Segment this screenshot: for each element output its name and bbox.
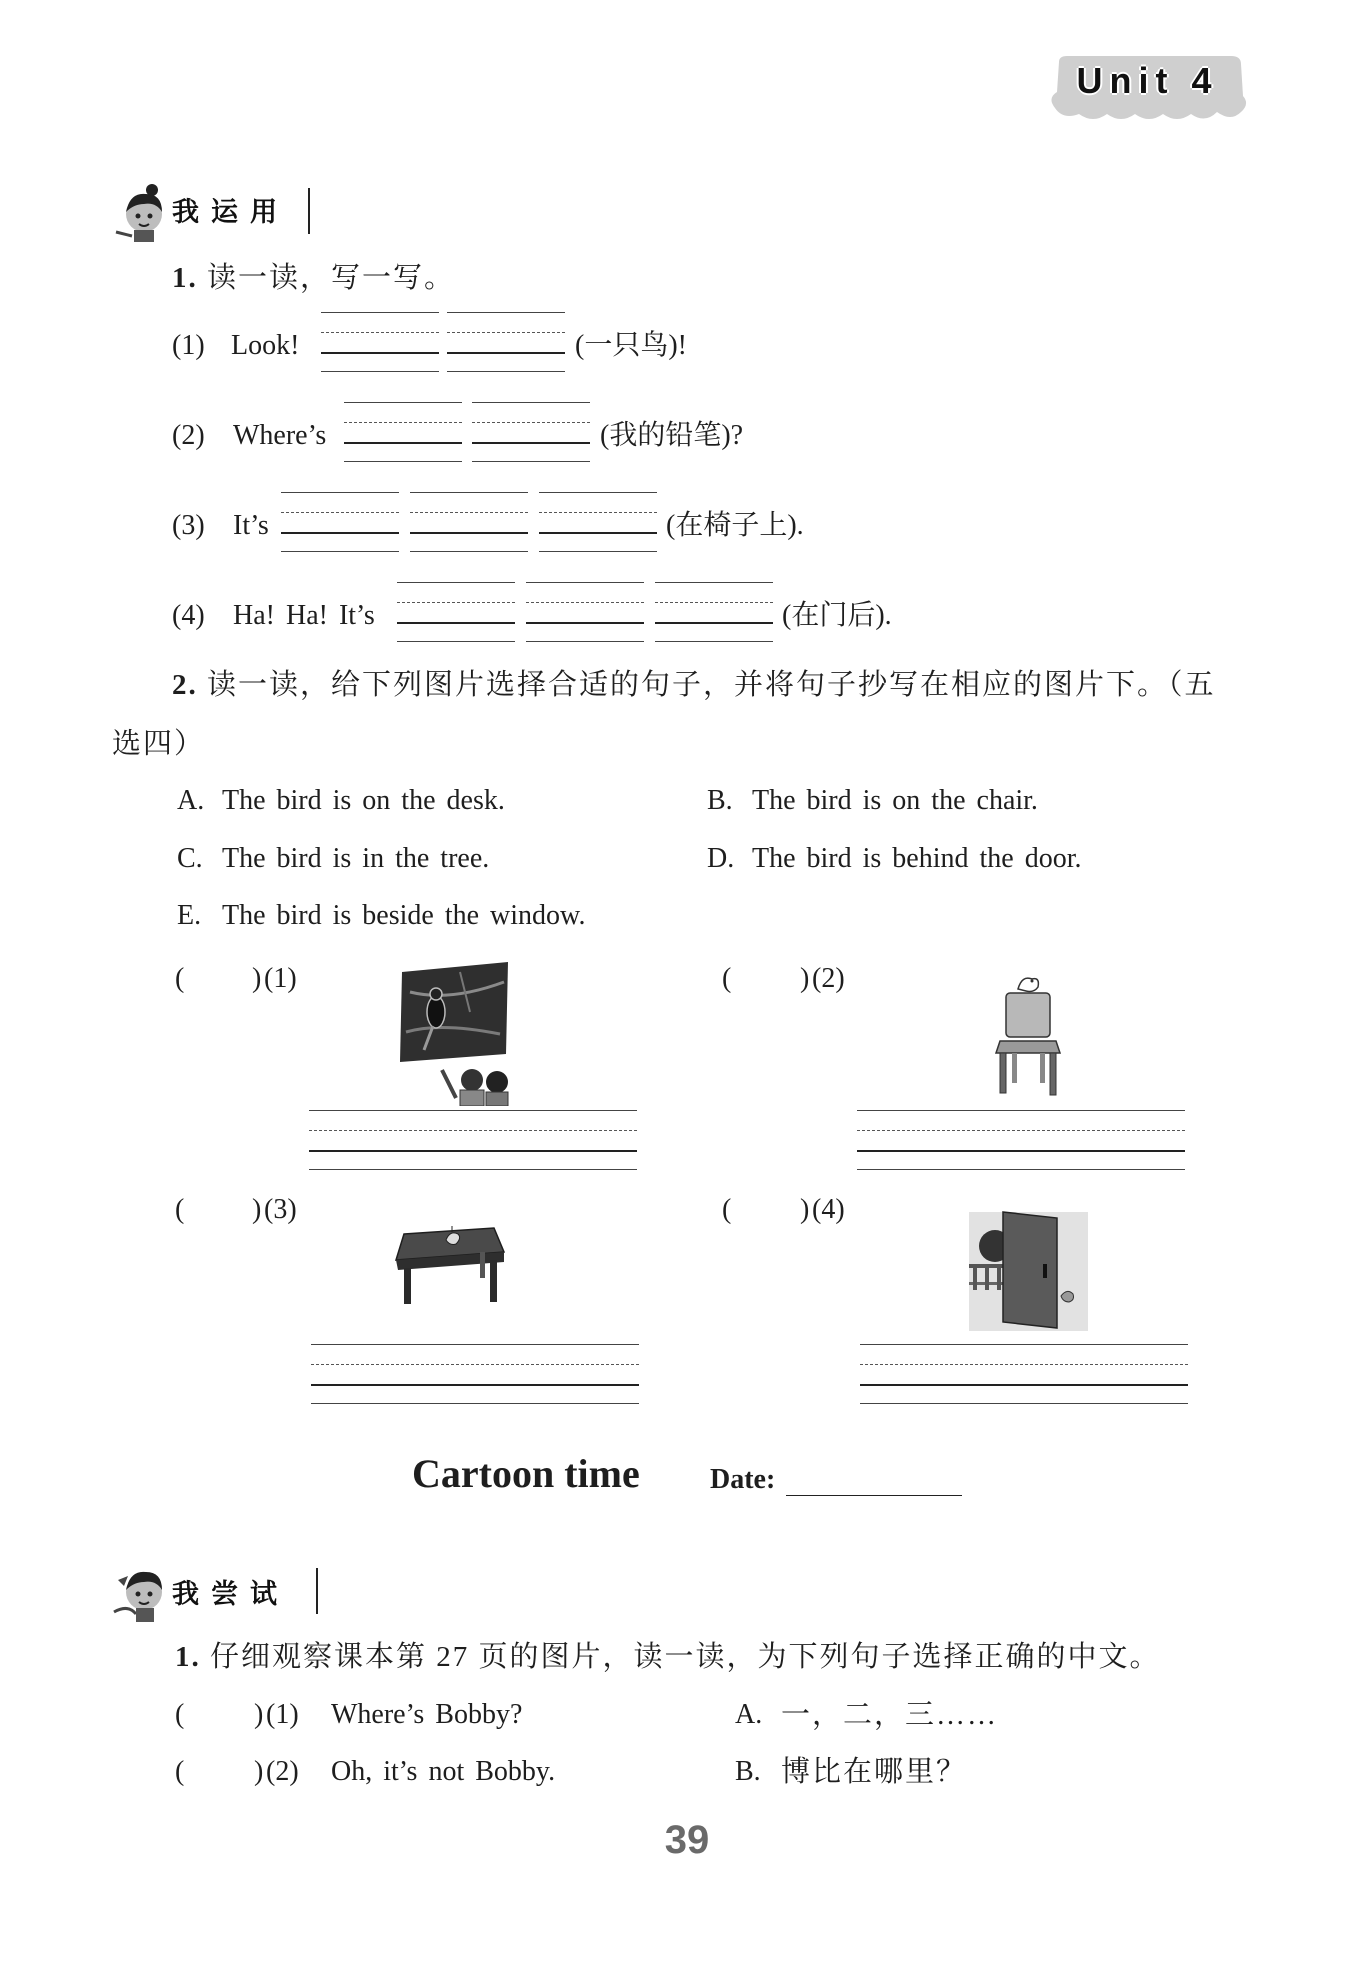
writing-blank[interactable] (526, 582, 644, 642)
option-text: The bird is behind the door. (752, 843, 1082, 874)
instruction-text: 读一读，给下列图片选择合适的句子，并将句子抄写在相应的图片下。（五 (207, 669, 1216, 701)
item-prefix: Look! (231, 330, 300, 361)
option-text: The bird is on the chair. (752, 785, 1038, 816)
unit-title: Unit 4 (1076, 60, 1219, 101)
option-text: The bird is on the desk. (222, 785, 505, 816)
item-prefix: It’s (233, 510, 269, 541)
answer-box[interactable] (746, 962, 796, 996)
writing-blank[interactable] (447, 312, 565, 372)
answer-bracket-close: ) (254, 1756, 264, 1787)
girl-mascot-icon (112, 1564, 172, 1624)
exercise-match-instruction (172, 668, 1216, 702)
answer-bracket-open: ( (175, 1699, 185, 1730)
option-text: 博比在哪里？ (781, 1756, 968, 1788)
write-item-3 (0, 492, 1350, 552)
sentence-writing-lines[interactable] (309, 1110, 637, 1170)
question-label: (1) (266, 1699, 299, 1730)
answer-bracket-open: ( (722, 1194, 732, 1225)
answer-bracket-open: ( (175, 1756, 185, 1787)
option-letter: B. (707, 785, 733, 816)
item-prefix: Where’s (233, 420, 327, 451)
write-item-1 (0, 312, 1350, 372)
answer-bracket-open: ( (175, 1194, 185, 1225)
question-text: Oh, it’s not Bobby. (331, 1756, 556, 1787)
answer-bracket-open: ( (175, 963, 185, 994)
writing-blank[interactable] (410, 492, 528, 552)
item-hint: (在门后). (782, 600, 892, 631)
sentence-writing-lines[interactable] (857, 1110, 1185, 1170)
option-letter: E. (177, 900, 202, 931)
write-item-4 (0, 582, 1350, 642)
exercise-number: 1. (175, 1641, 201, 1673)
exercise-number: 1. (172, 262, 198, 294)
section-header-use (112, 184, 332, 244)
answer-bracket-close: ) (800, 1194, 810, 1225)
bird-in-tree-image (400, 962, 512, 1106)
writing-blank[interactable] (397, 582, 515, 642)
instruction-text: 读一读，写一写。 (207, 262, 456, 294)
instruction-text: 仔细观察课本第 27 页的图片，读一读，为下列句子选择正确的中文。 (210, 1641, 1161, 1673)
answer-box[interactable] (200, 1698, 250, 1732)
unit-badge (1045, 52, 1250, 124)
answer-box[interactable] (200, 1193, 248, 1227)
option-letter: C. (177, 843, 203, 874)
answer-box[interactable] (746, 1193, 796, 1227)
option-letter: A. (177, 785, 205, 816)
section-divider (308, 188, 310, 234)
write-item-2 (0, 402, 1350, 462)
page-number: 39 (664, 1818, 710, 1862)
bird-on-chair-image (994, 969, 1062, 1100)
exercise-write-instruction (172, 261, 455, 295)
instruction-text-continued: 选四） (112, 728, 206, 760)
item-label: (4) (172, 600, 205, 631)
picture-label: (2) (812, 963, 845, 994)
writing-blank[interactable] (655, 582, 773, 642)
item-hint: (一只鸟)! (575, 330, 687, 361)
exercise-number: 2. (172, 669, 198, 701)
writing-blank[interactable] (281, 492, 399, 552)
writing-blank[interactable] (321, 312, 439, 372)
answer-bracket-close: ) (800, 963, 810, 994)
option-letter: A. (735, 1699, 763, 1730)
writing-blank[interactable] (472, 402, 590, 462)
date-label: Date: (710, 1464, 776, 1495)
picture-label: (1) (264, 963, 297, 994)
item-hint: (在椅子上). (666, 510, 804, 541)
answer-box[interactable] (200, 1755, 250, 1789)
bird-near-door-image (969, 1210, 1088, 1331)
girl-mascot-icon (112, 184, 172, 244)
section-title: 我运用 (172, 197, 289, 227)
option-letter: D. (707, 843, 735, 874)
item-label: (2) (172, 420, 205, 451)
writing-blank[interactable] (344, 402, 462, 462)
answer-bracket-open: ( (722, 963, 732, 994)
option-text: The bird is beside the window. (222, 900, 586, 931)
item-prefix: Ha! Ha! It’s (233, 600, 375, 631)
option-text: The bird is in the tree. (222, 843, 490, 874)
answer-bracket-close: ) (252, 963, 262, 994)
item-label: (1) (172, 330, 205, 361)
section-title: 我尝试 (172, 1579, 289, 1609)
question-label: (2) (266, 1756, 299, 1787)
section-divider (316, 1568, 318, 1614)
exercise-translate-instruction (175, 1640, 1161, 1674)
answer-bracket-close: ) (254, 1699, 264, 1730)
question-text: Where’s Bobby? (331, 1699, 523, 1730)
picture-label: (3) (264, 1194, 297, 1225)
answer-bracket-close: ) (252, 1194, 262, 1225)
sentence-writing-lines[interactable] (311, 1344, 639, 1404)
date-input-line[interactable] (786, 1495, 962, 1496)
picture-label: (4) (812, 1194, 845, 1225)
section-header-try (112, 1564, 332, 1624)
writing-blank[interactable] (539, 492, 657, 552)
option-text: 一，二，三…… (781, 1699, 999, 1731)
cartoon-time-title: Cartoon time (412, 1451, 640, 1496)
item-label: (3) (172, 510, 205, 541)
bird-on-desk-image (394, 1212, 506, 1306)
option-letter: B. (735, 1756, 761, 1787)
sentence-writing-lines[interactable] (860, 1344, 1188, 1404)
answer-box[interactable] (200, 962, 248, 996)
item-hint: (我的铅笔)? (600, 420, 744, 451)
